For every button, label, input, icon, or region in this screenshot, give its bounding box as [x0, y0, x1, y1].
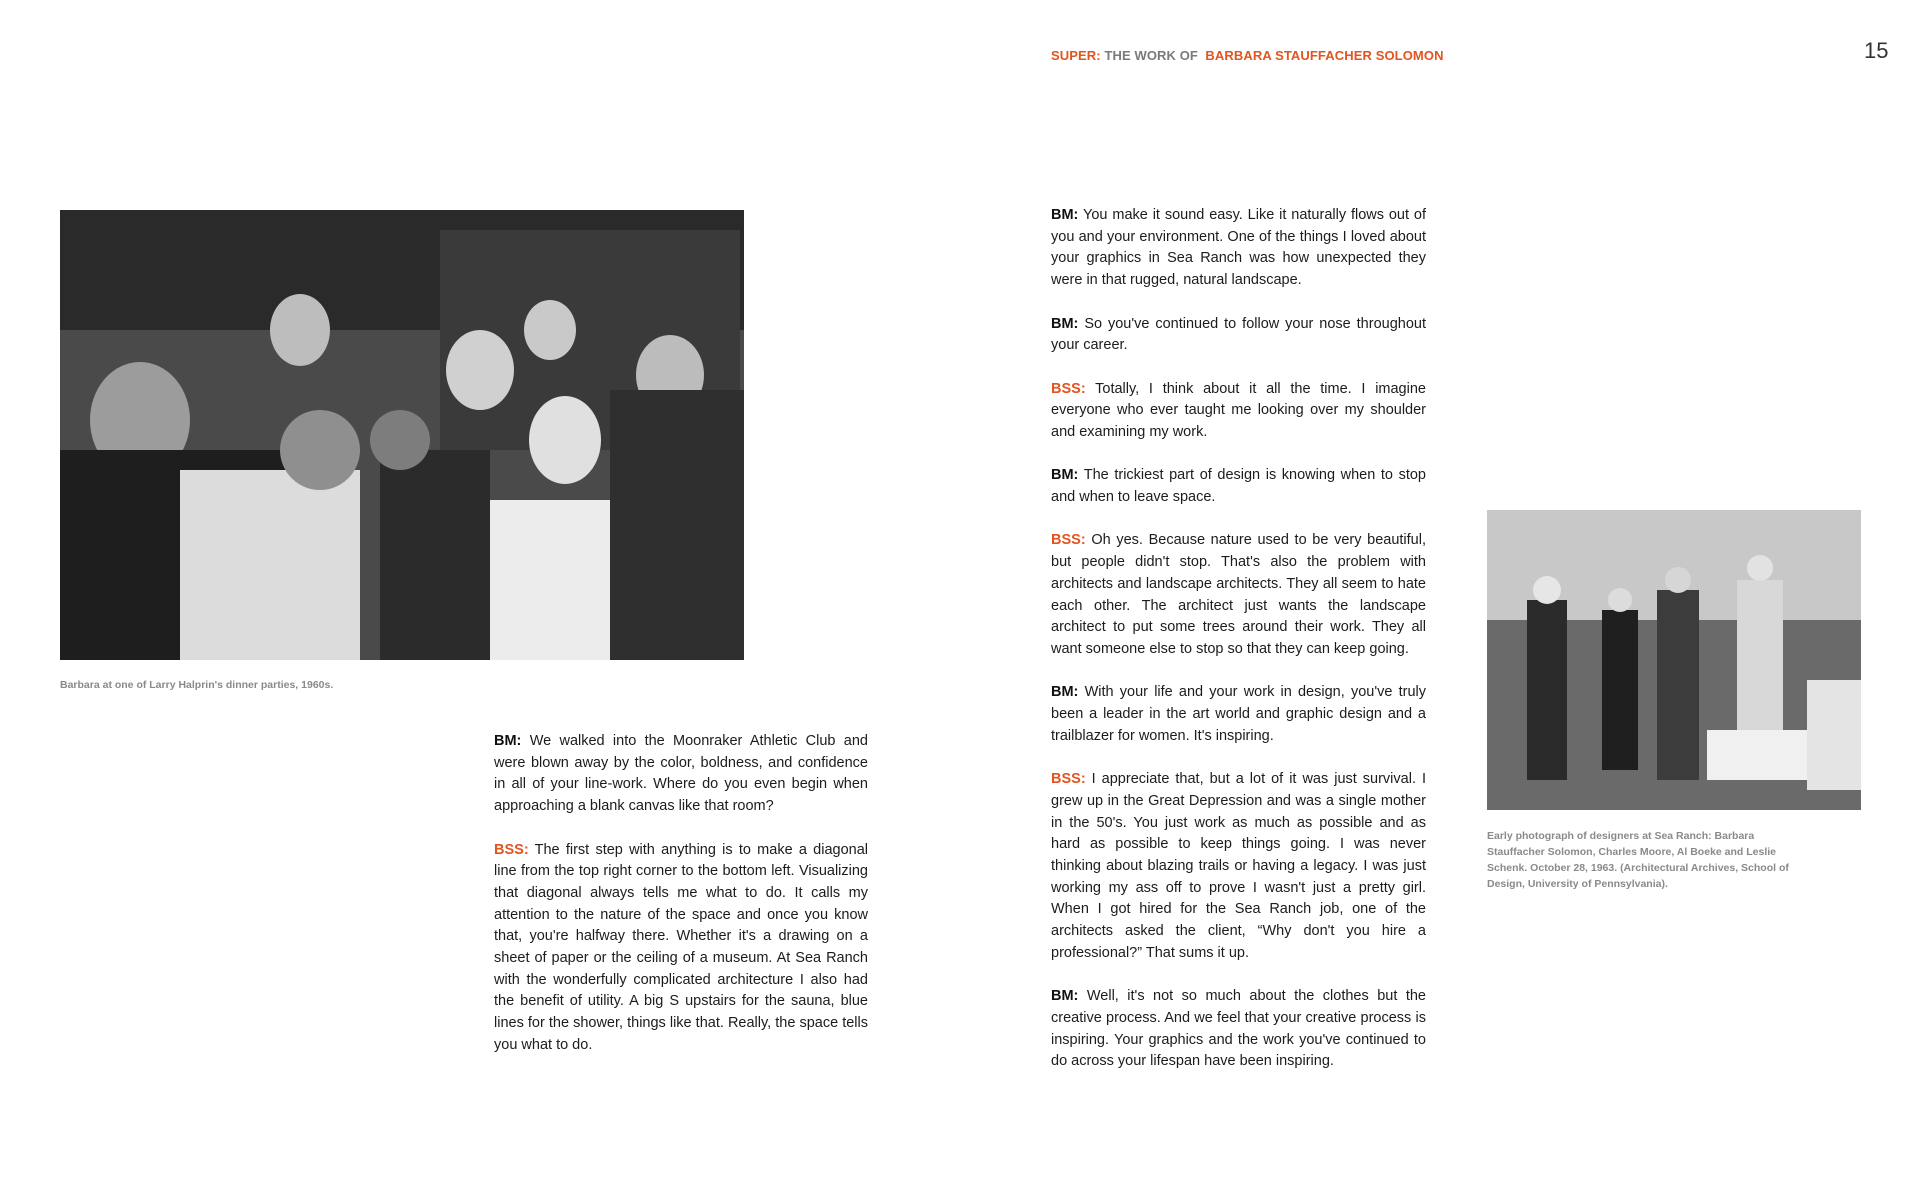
running-header	[1051, 48, 1444, 63]
qa-paragraph	[1051, 986, 1426, 1073]
qa-paragraph	[1051, 465, 1426, 508]
header-name: BARBARA STAUFFACHER SOLOMON	[1205, 48, 1444, 63]
qa-text: Oh yes. Because nature used to be very beautiful, but people didn't stop. That's also the problem with architects and landscape architects. They all seem to hate each other. The architect just wants the landscape architect to put some trees around their work. They all want someone else to stop so that they can keep going.	[1051, 532, 1426, 657]
interview-column-right	[1051, 205, 1426, 1095]
qa-paragraph	[494, 731, 868, 818]
qa-text: With your life and your work in design, you've truly been a leader in the art world and graphic design and a trailblazer for women. It's inspiring.	[1051, 684, 1426, 744]
qa-text: So you've continued to follow your nose throughout your career.	[1051, 315, 1426, 354]
qa-paragraph	[1051, 205, 1426, 292]
speaker-label: BM:	[494, 733, 522, 749]
speaker-label: BSS:	[1051, 771, 1086, 788]
qa-paragraph	[1051, 379, 1426, 444]
speaker-label: BSS:	[494, 841, 529, 858]
speaker-label: BM:	[1051, 315, 1079, 332]
qa-text: We walked into the Moonraker Athletic Club and were blown away by the color, boldness, and confidence in all of your line-work. Where do you even begin when approaching a blank canvas like that room?	[494, 733, 868, 815]
speaker-label: BM:	[1051, 684, 1079, 701]
sea-ranch-photo	[1487, 510, 1861, 810]
header-work-of: THE WORK OF	[1104, 48, 1198, 63]
qa-text: Well, it's not so much about the clothes but the creative process. And we feel that your creative process is inspiring. Your graphics and the work you've continued to do across your lifespan have been inspiring.	[1051, 988, 1426, 1070]
qa-text: The trickiest part of design is knowing when to stop and when to leave space.	[1051, 467, 1426, 506]
sea-ranch-caption: Early photograph of designers at Sea Ranch: Barbara Stauffacher Solomon, Charles Moore, Al Boeke and Leslie Schenk. October 28, 1963. (Architectural Archives, School of Design, University of Pennsylvania).	[1487, 830, 1789, 890]
interview-column-left	[494, 731, 868, 1078]
speaker-label: BM:	[1051, 207, 1079, 223]
page-number: 15	[1864, 38, 1889, 63]
speaker-label: BM:	[1051, 467, 1079, 484]
speaker-label: BM:	[1051, 988, 1079, 1005]
speaker-label: BSS:	[1051, 532, 1086, 549]
speaker-label: BSS:	[1051, 380, 1086, 397]
qa-paragraph	[1051, 530, 1426, 660]
qa-text: Totally, I think about it all the time. I imagine everyone who ever taught me looking over my shoulder and examining my work.	[1051, 380, 1426, 440]
qa-paragraph	[1051, 769, 1426, 964]
header-super: SUPER:	[1051, 48, 1101, 63]
qa-paragraph	[494, 840, 868, 1057]
qa-paragraph	[1051, 682, 1426, 747]
qa-text: I appreciate that, but a lot of it was just survival. I grew up in the Great Depression and was a single mother in the 50's. You just work as much as possible and as hard as possible to keep things going. I was never thinking about blazing trails or having a legacy. I was just working my ass off to prove I wasn't just a pretty girl. When I got hired for the Sea Ranch job, one of the architects asked the client, “Why don't you hire a professional?” That sums it up.	[1051, 771, 1426, 961]
dinner-party-caption: Barbara at one of Larry Halprin's dinner parties, 1960s.	[60, 679, 334, 691]
dinner-party-photo	[60, 210, 744, 660]
qa-paragraph	[1051, 314, 1426, 357]
qa-text: The first step with anything is to make a diagonal line from the top right corner to the bottom left. Visualizing that diagonal always tells me what to do. It calls my attention to the nature of the space and once you know that, you're halfway there. Whether it's a drawing on a sheet of paper or the ceiling of a museum. At Sea Ranch with the wonderfully complicated architecture I also had the benefit of utility. A big S upstairs for the sauna, blue lines for the shower, things like that. Really, the space tells you what to do.	[494, 841, 868, 1053]
qa-text: You make it sound easy. Like it naturally flows out of you and your environment. One of the things I loved about your graphics in Sea Ranch was how unexpected they were in that rugged, natural landscape.	[1051, 207, 1426, 289]
